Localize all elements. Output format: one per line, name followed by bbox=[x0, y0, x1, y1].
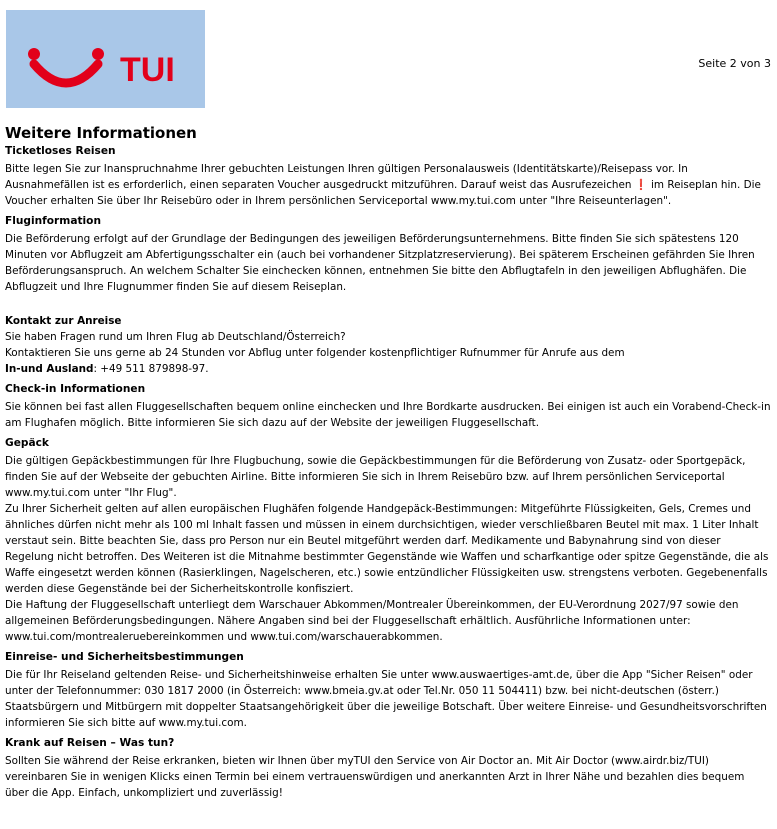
section-heading-ticketless: Ticketloses Reisen bbox=[5, 145, 116, 157]
baggage-paragraph-3: Die Haftung der Fluggesellschaft unterliegt dem Warschauer Abkommen/Montrealer Übereinkommen, der EU-Verordnung 2027/97 sowie den allgemeinen Beförderungsbedingungen. Nähere Angaben sind bei der Fluggesellschaft erhältlich. Ausführliche Informationen unter: www.tui.com/montrealeruebereinkommen und www.tui.com/warschauerabkommen. bbox=[5, 599, 739, 643]
contact-phone: : +49 511 879898-97. bbox=[93, 363, 209, 375]
baggage-paragraph-2: Zu Ihrer Sicherheit gelten auf allen europäischen Flughäfen folgende Handgepäck-Bestimmungen: Mitgeführte Flüssigkeiten, Gels, Cremes und ähnliches dürfen nicht mehr als 100 ml Inhalt fassen und müssen in einem durchsichtigen, wieder verschließbaren Beutel mit max. 1 Liter Inhalt verstaut sein. Bitte beachten Sie, dass pro Person nur ein Beutel mitgeführt werden darf. Medikamente und Babynahrung sind von dieser Regelung nicht betroffen. Des Weiteren ist die Mitnahme bestimmter Gegenstände wie Waffen und scharfkantige oder spitze Gegenstände, die als Waffe eingesetzt werden können (Rasierklingen, Nagelscheren, etc.) sowie entzündlicher Flüssigkeiten usw. strengstens verboten. Gegebenenfalls werden diese Gegenstände bei der Sicherheitskontrolle konfisziert. bbox=[5, 503, 769, 595]
section-heading-sick: Krank auf Reisen – Was tun? bbox=[5, 737, 175, 749]
spacer bbox=[5, 295, 771, 311]
contact-line-1: Sie haben Fragen rund um Ihren Flug ab Deutschland/Österreich? bbox=[5, 331, 346, 343]
section-heading-entry: Einreise- und Sicherheitsbestimmungen bbox=[5, 651, 244, 663]
tui-smile-icon bbox=[6, 10, 205, 108]
contact-line-2: Kontaktieren Sie uns gerne ab 24 Stunden vor Abflug unter folgender kostenpflichtiger Rufnummer für Anrufe aus dem bbox=[5, 347, 625, 359]
section-heading-contact: Kontakt zur Anreise bbox=[5, 315, 122, 327]
contact-line-3 bbox=[5, 361, 771, 377]
page-title: Weitere Informationen bbox=[5, 124, 197, 142]
page-number: Seite 2 von 3 bbox=[698, 57, 771, 70]
main-content bbox=[5, 124, 771, 801]
section-heading-baggage: Gepäck bbox=[5, 437, 49, 449]
section-heading-checkin: Check-in Informationen bbox=[5, 383, 146, 395]
section-text-sick: Sollten Sie während der Reise erkranken, bieten wir Ihnen über myTUI den Service von Air Doctor an. Mit Air Doctor (www.airdr.biz/TUI) vereinbaren Sie in wenigen Klicks einen Termin bei einem vertrauenswürdigen und anerkannten Arzt in Ihrer Nähe und bezahlen dies bequem über die App. Einfach, unkompliziert und zuverlässig! bbox=[5, 755, 745, 799]
baggage-paragraph-1: Die gültigen Gepäckbestimmungen für Ihre Flugbuchung, sowie die Gepäckbestimmungen für die Beförderung von Zusatz- oder Sportgepäck, finden Sie auf der Webseite der gebuchten Airline. Bitte informieren Sie sich in Ihrem Reisebüro bzw. auf Ihrem persönlichen Serviceportal www.my.tui.com unter "Ihr Flug". bbox=[5, 455, 746, 499]
tui-logo bbox=[6, 10, 205, 108]
section-text-ticketless: Bitte legen Sie zur Inanspruchnahme Ihrer gebuchten Leistungen Ihren gültigen Personalausweis (Identitätskarte)/Reisepass vor. In Ausnahmefällen ist es erforderlich, einen separaten Voucher ausgedruckt mitzuführen. Darauf weist das Ausrufezeichen ❗ im Reiseplan hin. Die Voucher erhalten Sie über Ihr Reisebüro oder in Ihrem persönlichen Serviceportal www.my.tui.com unter "Ihre Reiseunterlagen". bbox=[5, 163, 761, 207]
section-text-flight: Die Beförderung erfolgt auf der Grundlage der Bedingungen des jeweiligen Beförderungsunternehmens. Bitte finden Sie sich spätestens 120 Minuten vor Abflugzeit am Abfertigungsschalter ein (auch bei vorhandener Sitzplatzreservierung). Bei späterem Erscheinen gefährden Sie Ihren Beförderungsanspruch. An welchem Schalter Sie einchecken können, entnehmen Sie bitte den Abflugtafeln in den jeweiligen Abflughäfen. Die Abflugzeit und Ihre Flugnummer finden Sie auf diesem Reiseplan. bbox=[5, 233, 755, 293]
section-heading-flight: Fluginformation bbox=[5, 215, 101, 227]
section-text-checkin: Sie können bei fast allen Fluggesellschaften bequem online einchecken und Ihre Bordkarte ausdrucken. Bei einigen ist auch ein Vorabend-Check-in am Flughafen möglich. Bitte informieren Sie sich dazu auf der Website der jeweiligen Fluggesellschaft. bbox=[5, 401, 771, 429]
contact-region-label: In-und Ausland bbox=[5, 363, 94, 375]
section-text-entry: Die für Ihr Reiseland geltenden Reise- und Sicherheitshinweise erhalten Sie unter www.auswaertiges-amt.de, über die App "Sicher Reisen" oder unter der Telefonnummer: 030 1817 2000 (in Österreich: www.bmeia.gv.at oder Tel.Nr. 050 11 504411) bzw. bei nicht-deutschen (österr.) Staatsbürgern und Mitbürgern mit doppelter Staatsangehörigkeit über die jeweilige Botschaft. Über weitere Einreise- und Gesundheitsvorschriften informieren Sie sich bitte auf www.my.tui.com. bbox=[5, 669, 767, 729]
logo-wordmark: TUI bbox=[120, 51, 175, 89]
